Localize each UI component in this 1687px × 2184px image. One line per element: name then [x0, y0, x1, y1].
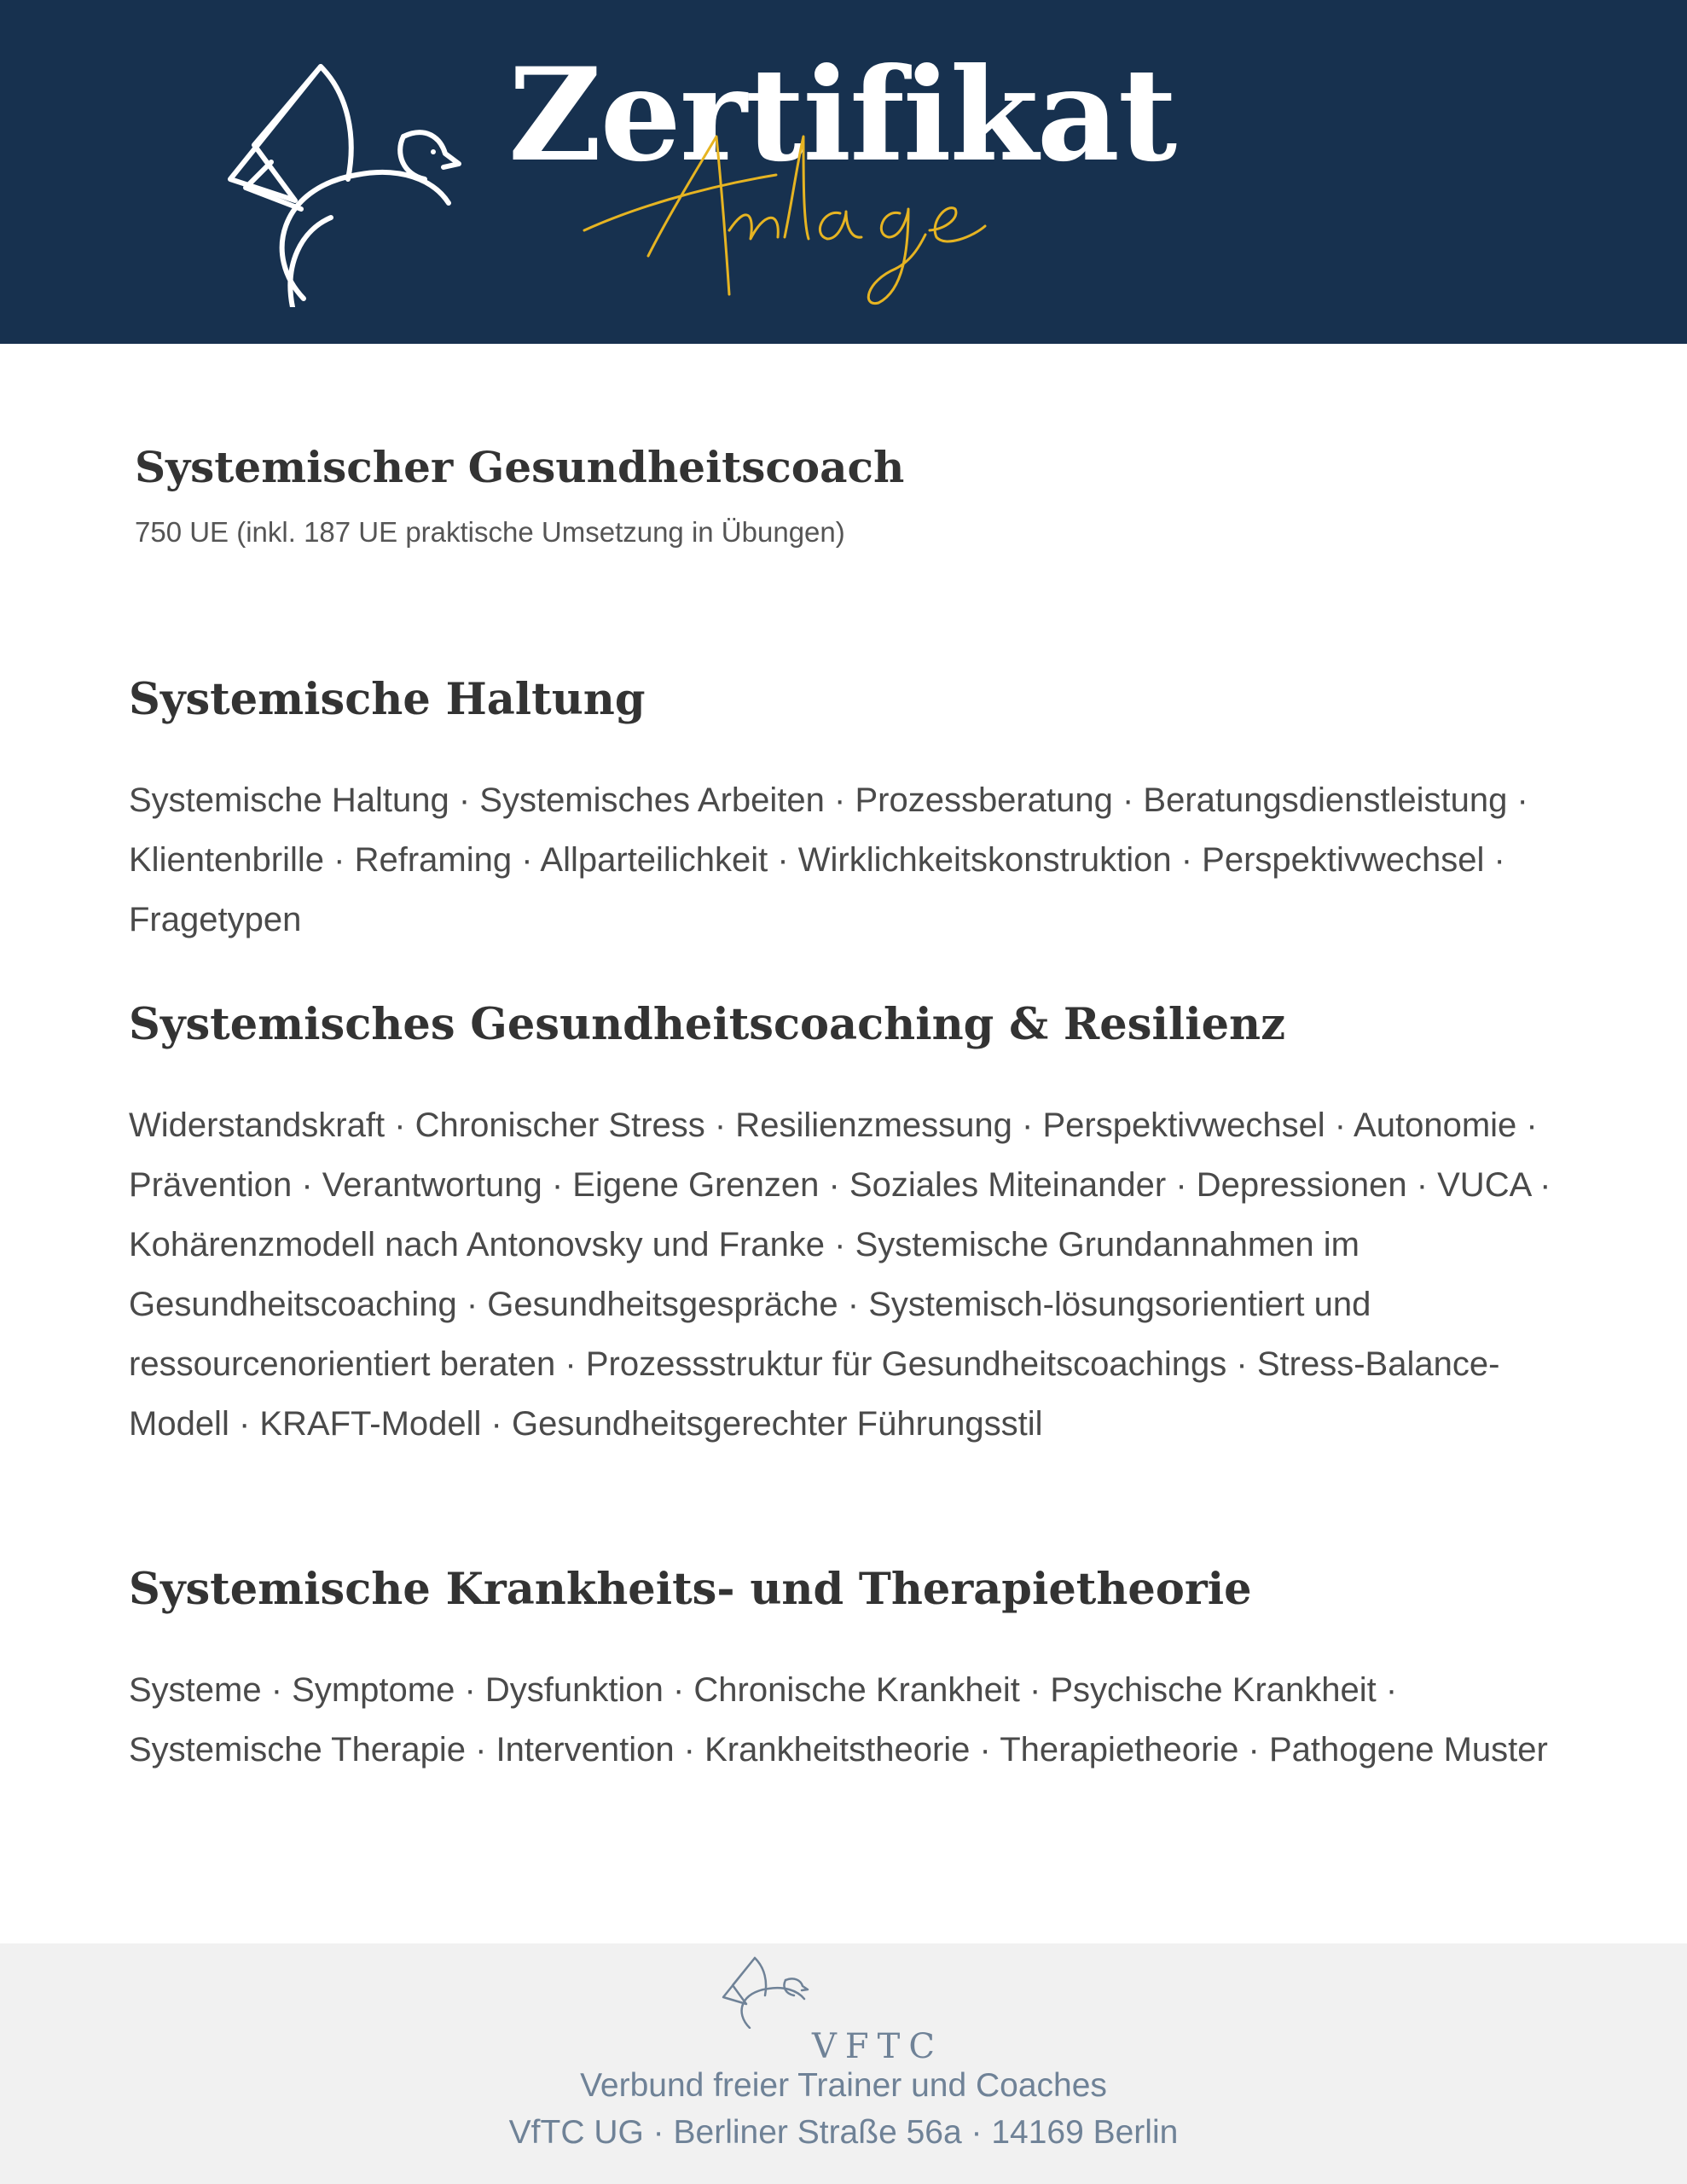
anlage-script-word: [580, 128, 1041, 307]
section-body: Systeme · Symptome · Dysfunktion · Chronische Krankheit · Psychische Krankheit · Systemische Therapie · Intervention · Krankheitstheorie · Therapietheorie · Pathogene Muster: [129, 1671, 1548, 1769]
section-heading: Systemische Krankheits- und Therapietheorie: [129, 1564, 1252, 1615]
section-heading: Systemische Haltung: [129, 674, 646, 725]
section-body: Systemische Haltung · Systemisches Arbeiten · Prozessberatung · Beratungsdienstleistung · Klientenbrille · Reframing · Allparteilichkeit · Wirklichkeitskonstruktion · Perspektivwechsel · Fragetypen: [129, 781, 1528, 939]
certificate-footer: [0, 1943, 1687, 2184]
certificate-title: Zertifikat: [508, 40, 1176, 190]
certificate-header: [0, 0, 1687, 344]
footer-brand: VFTC: [812, 2027, 943, 2066]
footer-organization-name: Verbund freier Trainer und Coaches: [580, 2067, 1107, 2104]
section-krankheits-therapietheorie: [129, 1564, 1562, 1780]
section-heading: Systemisches Gesundheitscoaching & Resilienz: [129, 999, 1286, 1050]
course-subtitle: 750 UE (inkl. 187 UE praktische Umsetzung in Übungen): [135, 516, 845, 548]
footer-address: VfTC UG · Berliner Straße 56a · 14169 Berlin: [508, 2114, 1179, 2151]
section-body: Widerstandskraft · Chronischer Stress · Resilienzmessung · Perspektivwechsel · Autonomie · Prävention · Verantwortung · Eigene Grenzen · Soziales Miteinander · Depressionen · VUCA · Kohärenzmodell nach Antonovsky und Franke · Systemische Grundannahmen im Gesundheitscoaching · Gesundheitsgespräche · Systemisch-lösungsorientiert und ressourcenorientiert beraten · Prozessstruktur für Gesundheitscoachings · Stress-Balance-Modell · KRAFT-Modell · Gesundheitsgerechter Führungsstil: [129, 1107, 1551, 1443]
section-systemische-haltung: [129, 674, 1562, 950]
section-gesundheitscoaching-resilienz: [129, 999, 1562, 1454]
butterfly-logo-icon: [220, 60, 467, 307]
butterfly-logo-icon: [721, 1956, 815, 2029]
course-title: Systemischer Gesundheitscoach: [135, 442, 905, 492]
